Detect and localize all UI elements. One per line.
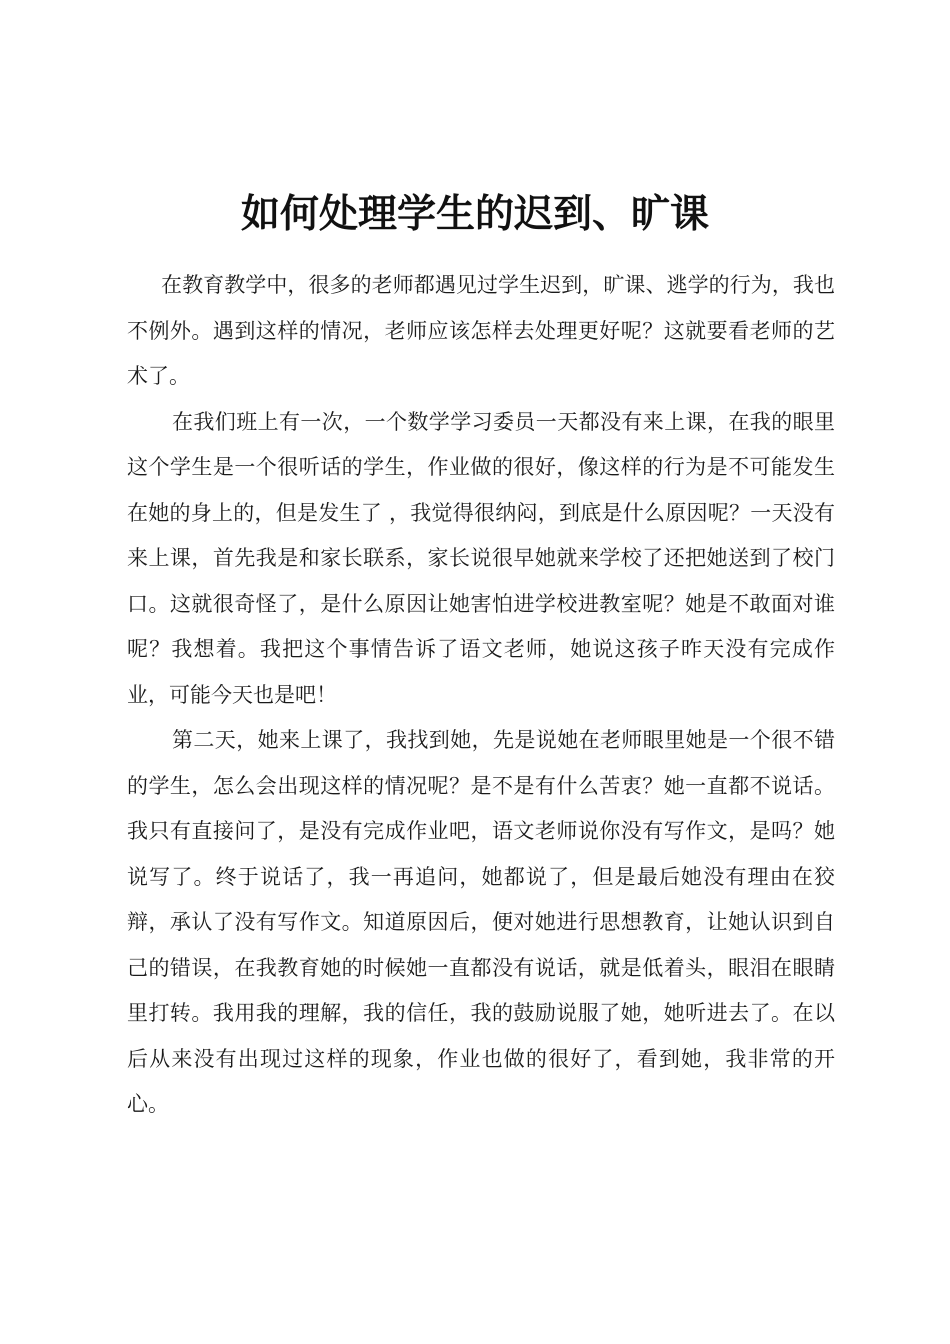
paragraph-1: 在教育教学中，很多的老师都遇见过学生迟到，旷课、逃学的行为，我也不例外。遇到这样的情况，老师应该怎样去处理更好呢？这就要看老师的艺术了。 [127,273,835,388]
article-body [127,263,835,1128]
paragraph-3: 第二天，她来上课了，我找到她，先是说她在老师眼里她是一个很不错的学生，怎么会出现这样的情况呢？是不是有什么苦衷？她一直都不说话。我只有直接问了，是没有完成作业吧，语文老师说你没有写作文，是吗？她说写了。终于说话了，我一再追问，她都说了，但是最后她没有理由在狡辩，承认了没有写作文。知道原因后，便对她进行思想教育，让她认识到自己的错误，在我教育她的时候她一直都没有说话，就是低着头，眼泪在眼睛里打转。我用我的理解，我的信任，我的鼓励说服了她，她听进去了。在以后从来没有出现过这样的现象，作业也做的很好了，看到她，我非常的开心。 [127,728,835,1116]
paragraph-2: 在我们班上有一次，一个数学学习委员一天都没有来上课，在我的眼里这个学生是一个很听话的学生，作业做的很好，像这样的行为是不可能发生在她的身上的，但是发生了 ，我觉得很纳闷，到底是什么原因呢？一天没有来上课，首先我是和家长联系，家长说很早她就来学校了还把她送到了校门口。这就很奇怪了，是什么原因让她害怕进学校进教室呢？她是不敢面对谁呢？我想着。我把这个事情告诉了语文老师，她说这孩子昨天没有完成作业，可能今天也是吧！ [127,409,835,707]
page-title: 如何处理学生的迟到、旷课 [240,191,709,237]
